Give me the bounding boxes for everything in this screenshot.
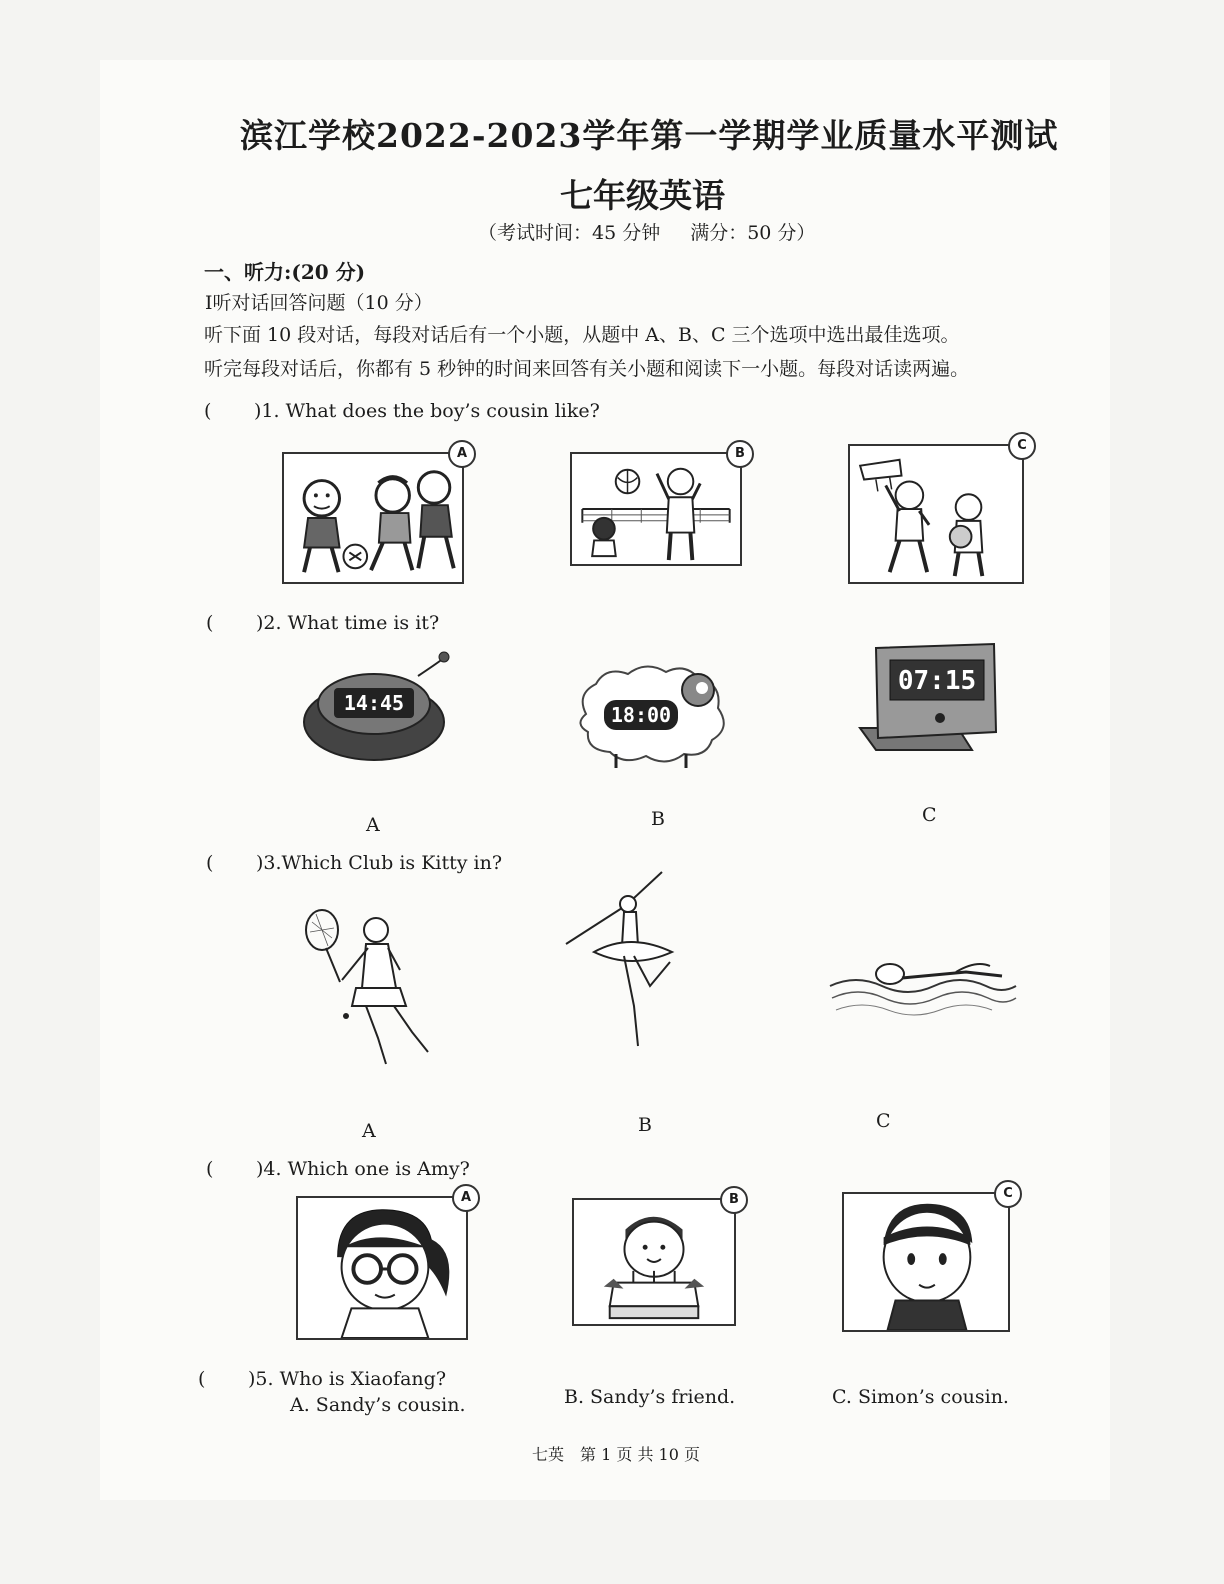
q1-option-c-picture[interactable]	[848, 438, 1027, 584]
page-footer: 七英 第 1 页 共 10 页	[532, 1445, 700, 1464]
option-badge: C	[994, 1180, 1022, 1208]
question-5	[198, 1364, 446, 1391]
exam-info	[478, 218, 815, 245]
question-4	[206, 1154, 470, 1181]
question-text: )1. What does the boy’s cousin like?	[254, 400, 600, 422]
q2-option-b-picture[interactable]	[566, 654, 746, 772]
answer-blank[interactable]: (	[206, 852, 252, 874]
q1-option-b-picture[interactable]	[570, 446, 745, 566]
sheep-clock	[566, 654, 746, 772]
exam-subtitle: 七年级英语	[560, 176, 725, 215]
q2-option-a-picture[interactable]	[298, 648, 462, 766]
desk-clock	[854, 640, 1022, 760]
girl-with-glasses	[298, 1198, 466, 1338]
q1-option-a-picture[interactable]	[282, 446, 468, 584]
exam-title: 滨江学校2022-2023学年第一学期学业质量水平测试	[240, 116, 1059, 155]
section-listening-title: 一、听力:(20 分)	[204, 260, 366, 284]
clock-display: 18:00	[610, 703, 672, 727]
q3-option-c-picture[interactable]	[826, 956, 1020, 1022]
clock-display: 14:45	[343, 691, 405, 715]
option-badge: A	[452, 1184, 480, 1212]
question-3	[206, 848, 502, 875]
question-text: )2. What time is it?	[256, 612, 440, 634]
question-text: )3.Which Club is Kitty in?	[256, 852, 503, 874]
full-score: 满分：50 分）	[690, 222, 816, 244]
q2-option-a-label: A	[366, 814, 380, 836]
q3-option-b-label: B	[638, 1114, 652, 1136]
question-text: )4. Which one is Amy?	[256, 1158, 470, 1180]
q2-option-c-picture[interactable]	[854, 640, 1022, 760]
q3-option-c-label: C	[876, 1110, 891, 1132]
q2-option-b-label: B	[651, 808, 665, 830]
boy-portrait	[844, 1194, 1008, 1330]
football-kids-picture	[284, 454, 462, 582]
clock-display: 07:15	[897, 666, 977, 696]
q5-option-b[interactable]: B. Sandy’s friend.	[564, 1386, 736, 1408]
answer-blank[interactable]: (	[206, 612, 252, 634]
option-badge: B	[726, 440, 754, 468]
answer-blank[interactable]: (	[204, 400, 250, 422]
question-1	[204, 396, 600, 423]
option-badge: B	[720, 1186, 748, 1214]
q3-option-b-picture[interactable]	[558, 866, 692, 1056]
instruction-line-2: 听完每段对话后，你都有 5 秒钟的时间来回答有关小题和阅读下一小题。每段对话读两遍。	[204, 358, 970, 380]
q3-option-a-picture[interactable]	[300, 904, 450, 1074]
q3-option-a-label: A	[362, 1120, 376, 1142]
girl-with-cake	[574, 1200, 734, 1324]
question-text: )5. Who is Xiaofang?	[248, 1368, 447, 1390]
option-badge: A	[448, 440, 476, 468]
part1-title: Ⅰ听对话回答问题（10 分）	[205, 292, 433, 314]
option-badge: C	[1008, 432, 1036, 460]
round-alarm-clock	[298, 648, 462, 766]
q5-option-c[interactable]: C. Simon’s cousin.	[832, 1386, 1009, 1408]
question-2	[206, 608, 439, 635]
q4-option-a-picture[interactable]	[296, 1190, 472, 1340]
q4-option-c-picture[interactable]	[842, 1186, 1013, 1332]
q2-option-c-label: C	[922, 804, 937, 826]
volleyball-kids-picture	[572, 454, 740, 564]
answer-blank[interactable]: (	[206, 1158, 252, 1180]
tennis-player	[300, 904, 450, 1074]
instruction-line-1: 听下面 10 段对话，每段对话后有一个小题，从题中 A、B、C 三个选项中选出最佳选项。	[204, 324, 960, 346]
basketball-kids-picture	[850, 446, 1022, 582]
q4-option-b-picture[interactable]	[572, 1192, 739, 1326]
answer-blank[interactable]: (	[198, 1368, 244, 1390]
q5-option-a[interactable]: A. Sandy’s cousin.	[290, 1394, 466, 1416]
ballet-dancer	[558, 866, 692, 1056]
swimmer	[826, 956, 1020, 1022]
exam-time: （考试时间：45 分钟	[478, 222, 661, 244]
